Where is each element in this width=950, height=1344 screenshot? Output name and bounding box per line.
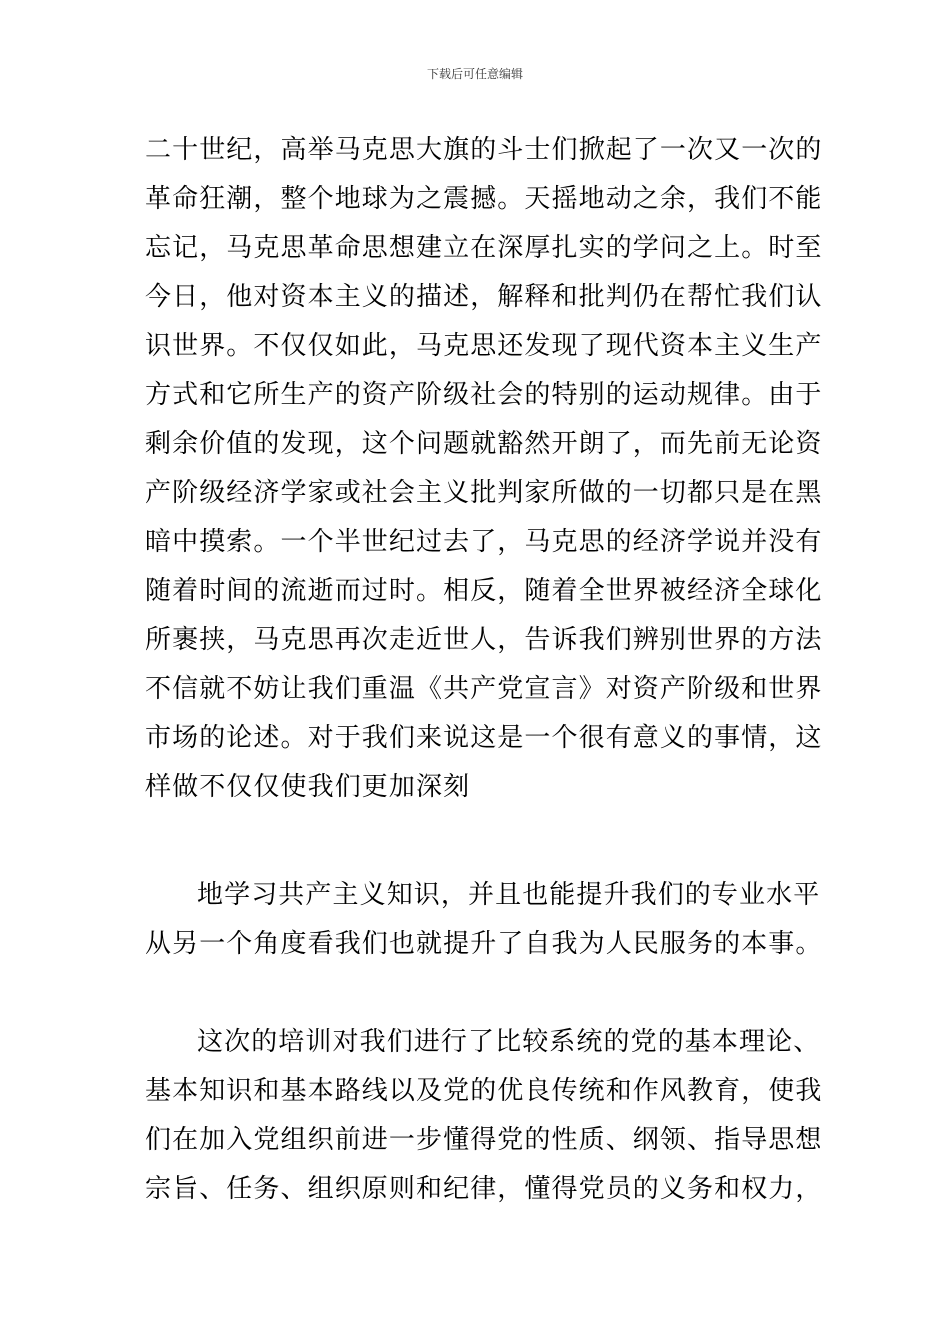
text-line: 剩余价值的发现，这个问题就豁然开朗了，而先前无论资 <box>145 429 823 459</box>
text-line: 今日，他对资本主义的描述，解释和批判仍在帮忙我们认 <box>145 282 823 312</box>
text-line: 识世界。不仅仅如此，马克思还发现了现代资本主义生产 <box>145 331 823 361</box>
text-line: 们在加入党组织前进一步懂得党的性质、纲领、指导思想 <box>145 1125 823 1155</box>
paragraph-3 <box>145 1018 823 1214</box>
text-line: 暗中摸索。一个半世纪过去了，马克思的经济学说并没有 <box>145 527 823 557</box>
paragraph-2 <box>145 871 823 969</box>
text-line: 宗旨、任务、组织原则和纪律，懂得党员的义务和权力， <box>145 1174 823 1204</box>
text-line: 样做不仅仅使我们更加深刻 <box>145 772 471 802</box>
paragraph-1 <box>145 126 823 812</box>
text-line: 所裹挟，马克思再次走近世人，告诉我们辨别世界的方法 <box>145 625 823 655</box>
text-line: 不信就不妨让我们重温《共产党宣言》对资产阶级和世界 <box>145 674 823 704</box>
text-line: 市场的论述。对于我们来说这是一个很有意义的事情，这 <box>145 723 823 753</box>
text-line: 随着时间的流逝而过时。相反，随着全世界被经济全球化 <box>145 576 823 606</box>
text-line: 方式和它所生产的资产阶级社会的特别的运动规律。由于 <box>145 380 823 410</box>
text-line: 二十世纪，高举马克思大旗的斗士们掀起了一次又一次的 <box>145 135 823 165</box>
text-line: 基本知识和基本路线以及党的优良传统和作风教育，使我 <box>145 1076 823 1106</box>
text-line: 这次的培训对我们进行了比较系统的党的基本理论、 <box>197 1027 821 1057</box>
text-line: 忘记，马克思革命思想建立在深厚扎实的学问之上。时至 <box>145 233 823 263</box>
text-line: 地学习共产主义知识，并且也能提升我们的专业水平 <box>197 880 821 910</box>
header-note: 下载后可任意编辑 <box>426 67 523 81</box>
text-line: 从另一个角度看我们也就提升了自我为人民服务的本事。 <box>145 929 823 959</box>
text-line: 产阶级经济学家或社会主义批判家所做的一切都只是在黑 <box>145 478 823 508</box>
text-line: 革命狂潮，整个地球为之震撼。天摇地动之余，我们不能 <box>145 184 823 214</box>
